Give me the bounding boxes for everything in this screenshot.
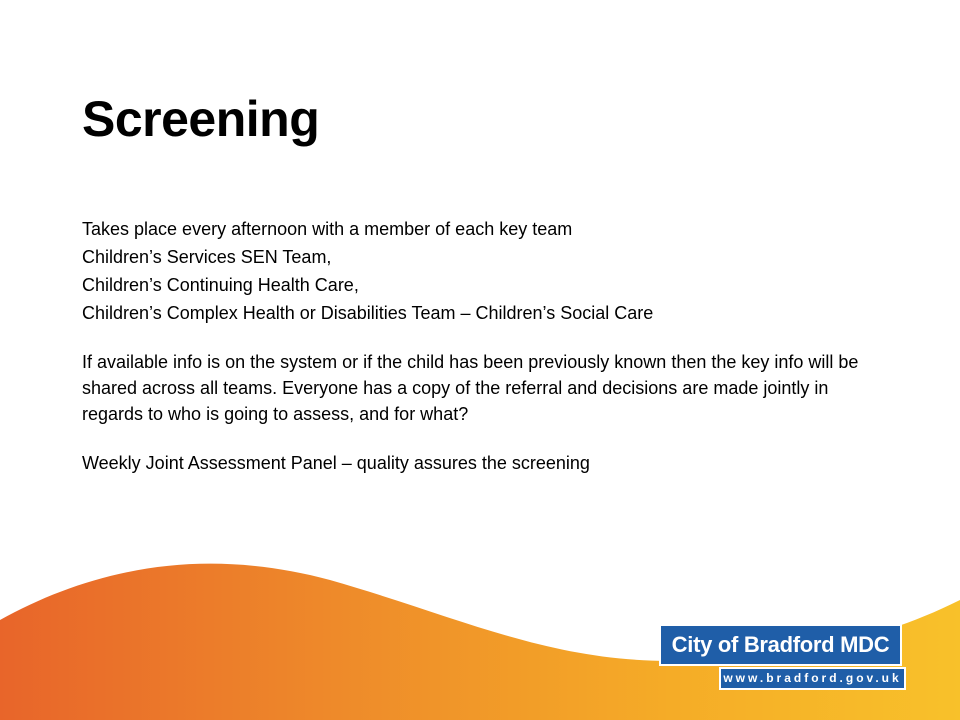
bradford-logo <box>659 624 906 690</box>
spacer <box>82 427 872 449</box>
body-line: Children’s Complex Health or Disabilities Team – Children’s Social Care <box>82 303 654 323</box>
spacer <box>82 327 872 349</box>
logo-url: www.bradford.gov.uk <box>719 667 906 690</box>
body-line: Children’s Services SEN Team, <box>82 247 332 267</box>
body-paragraph: If available info is on the system or if the child has been previously known then the key info will be shared across all teams. Everyone has a copy of the referral and decisions are made jointly in regards to who is going to assess, and for what? <box>82 352 859 424</box>
body-line: Takes place every afternoon with a member of each key team <box>82 219 573 239</box>
slide-title: Screening <box>82 91 320 147</box>
slide-body <box>82 215 872 477</box>
logo-name: City of Bradford MDC <box>659 624 902 666</box>
closing-line: Weekly Joint Assessment Panel – quality assures the screening <box>82 453 590 473</box>
body-line: Children’s Continuing Health Care, <box>82 275 359 295</box>
